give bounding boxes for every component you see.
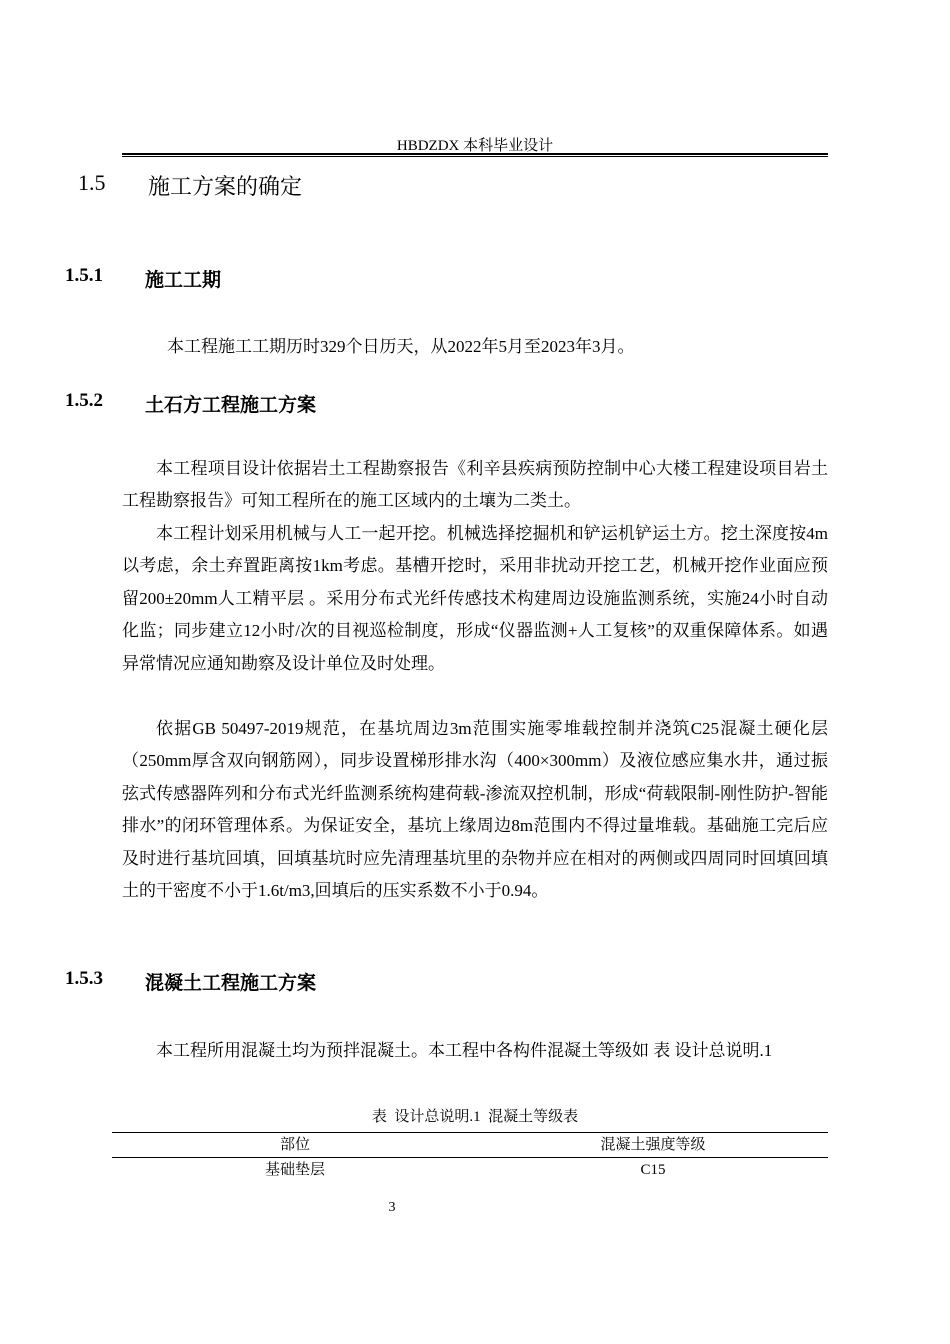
table-caption: 表 设计总说明.1 混凝土等级表 <box>371 1109 579 1125</box>
subsection-heading-3 <box>0 968 950 996</box>
subsection-title: 施工工期 <box>145 270 222 291</box>
page-header: HBDZDX 本科毕业设计 <box>396 138 554 154</box>
table-header-cell: 混凝土强度等级 <box>600 1137 706 1153</box>
page-number: 3 <box>388 1200 396 1215</box>
paragraph-earth-3: 依据GB 50497-2019规范，在基坑周边3m范围实施零堆载控制并浇筑C25混凝土硬化层（250mm厚含双向钢筋网），同步设置梯形排水沟（400×300mm）及液位感应集水井，通过振弦式传感器阵列和分布式光纤监测系统构建荷载-渗流双控机制，形成“荷载限制-刚性防护-智能排水”的闭环管理体系。为保证安全，基坑上缘周边8m范围内不得过量堆载。基础施工完后应及时进行基坑回填，回填基坑时应先清理基坑里的杂物并应在相对的两侧或四周同时回填回填土的干密度不小于1.6t/m3,回填后的压实系数不小于0.94。 <box>122 719 828 901</box>
header-rule <box>122 153 828 157</box>
paragraph-schedule: 本工程施工工期历时329个日历天，从2022年5月至2023年3月。 <box>167 337 635 356</box>
table-header-cell: 部位 <box>279 1137 310 1153</box>
paragraph-concrete: 本工程所用混凝土均为预拌混凝土。本工程中各构件混凝土等级如 表 设计总说明.1 <box>156 1041 773 1060</box>
table-cell: 基础垫层 <box>264 1162 325 1178</box>
table-header-row <box>112 1133 828 1157</box>
section-number: 1.5 <box>78 170 106 195</box>
subsection-number: 1.5.3 <box>65 968 103 989</box>
subsection-title: 土石方工程施工方案 <box>145 395 317 416</box>
table-row <box>112 1158 828 1182</box>
section-title: 施工方案的确定 <box>148 174 303 199</box>
paragraph-earth-1: 本工程项目设计依据岩土工程勘察报告《利辛县疾病预防控制中心大楼工程建设项目岩土工程勘察报告》可知工程所在的施工区域内的土壤为二类土。 <box>122 459 828 511</box>
subsection-heading-1 <box>0 265 950 293</box>
subsection-title: 混凝土工程施工方案 <box>145 973 317 994</box>
subsection-heading-2 <box>0 390 950 418</box>
section-heading <box>0 170 950 200</box>
subsection-number: 1.5.2 <box>65 390 103 411</box>
subsection-number: 1.5.1 <box>65 265 103 286</box>
table-cell: C15 <box>640 1162 666 1178</box>
concrete-grade-table <box>112 1132 828 1182</box>
paragraph-earth-2: 本工程计划采用机械与人工一起开挖。机械选择挖掘机和铲运机铲运土方。挖土深度按4m以考虑，余土弃置距离按1km考虑。基槽开挖时，采用非扰动开挖工艺，机械开挖作业面应预留200±20mm人工精平层 。采用分布式光纤传感技术构建周边设施监测系统，实施24小时自动化监；同步建立12小时/次的目视巡检制度，形成“仪器监测+人工复核”的双重保障体系。如遇异常情况应通知勘察及设计单位及时处理。 <box>122 524 828 673</box>
